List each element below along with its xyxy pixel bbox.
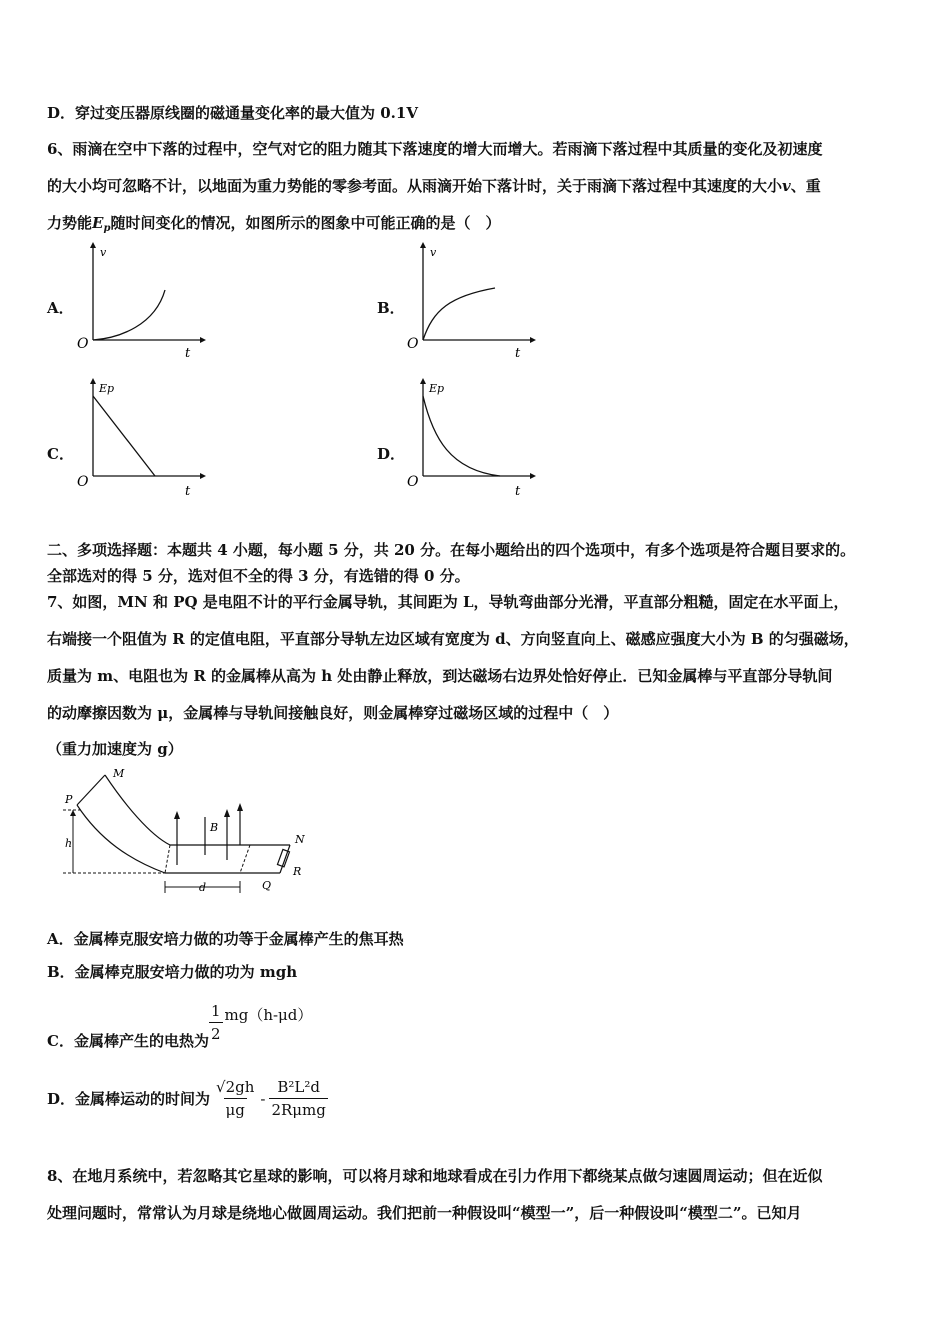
q6-option-d-label: D． — [377, 445, 406, 463]
q6-option-a-graph — [75, 240, 205, 360]
label-h: h — [65, 837, 73, 850]
origin-label: O — [77, 474, 89, 490]
frac-c-den: 2 — [209, 1022, 223, 1043]
axis-x-label: t — [185, 484, 191, 499]
curve-decaying — [423, 396, 500, 476]
axis-y-label: Ep — [429, 382, 445, 395]
q6-option-a-label: A． — [47, 299, 74, 317]
section2-line2: 全部选对的得 5 分，选对但不全的得 3 分，有选错的得 0 分。 — [47, 567, 470, 585]
frac-d2-den: 2Rμmg — [269, 1098, 327, 1119]
section2-line1: 二、多项选择题：本题共 4 小题，每小题 5 分，共 20 分。在每小题给出的四个选项中，有多个选项是符合题目要求的。 — [47, 541, 856, 559]
q8-line1: 8、在地月系统中，若忽略其它星球的影响，可以将月球和地球看成在引力作用下都绕某点做匀速圆周运动；但在近似 — [47, 1167, 823, 1185]
label-n: N — [295, 833, 305, 846]
q7-line2: 右端接一个阻值为 R 的定值电阻，平直部分导轨左边区域有宽度为 d、方向竖直向上、磁感应强度大小为 B 的匀强磁场， — [47, 630, 859, 648]
frac-d2-num: B²L²d — [277, 1078, 320, 1096]
curve-saturating — [423, 288, 495, 340]
frac-d1-num: √2gh — [216, 1078, 255, 1096]
origin-label: O — [407, 474, 419, 490]
origin-label: O — [77, 336, 89, 352]
frac-d1-den: μg — [224, 1098, 247, 1119]
axis-x-label: t — [515, 346, 521, 361]
label-q: Q — [262, 879, 272, 892]
q7-line4: 的动摩擦因数为 μ，金属棒与导轨间接触良好，则金属棒穿过磁场区域的过程中（ ） — [47, 704, 619, 722]
expr-c: mg（h-μd） — [224, 1006, 313, 1024]
frac-c-num: 1 — [210, 1002, 221, 1020]
axis-x-label: t — [515, 484, 521, 499]
q7-option-c: C．金属棒产生的电热为 $\frac{1}{2}$ mg（h-μd） — [47, 1002, 313, 1050]
label-m: M — [113, 767, 125, 780]
q7-line1: 7、如图，MN 和 PQ 是电阻不计的平行金属导轨，其间距为 L，导轨弯曲部分光滑，平直部分粗糙，固定在水平面上， — [47, 593, 849, 611]
axis-x-label: t — [185, 346, 191, 361]
q6-option-d-graph — [405, 378, 535, 498]
label-p: P — [65, 793, 73, 806]
q7-option-a: A．金属棒克服安培力做的功等于金属棒产生的焦耳热 — [47, 930, 404, 948]
q6-option-c-graph — [75, 378, 205, 498]
q5-option-d: D．穿过变压器原线圈的磁通量变化率的最大值为 0.1V — [47, 104, 418, 122]
q7-line5: （重力加速度为 g） — [47, 740, 183, 758]
origin-label: O — [407, 336, 419, 352]
axis-y-label: Ep — [99, 382, 115, 395]
q6-stem-line2: 的大小均可忽略不计，以地面为重力势能的零参考面。从雨滴开始下落计时，关于雨滴下落过程中其速度的大小v、重 — [47, 177, 821, 195]
q8-line2: 处理问题时，常常认为月球是绕地心做圆周运动。我们把前一种假设叫“模型一”，后一种假设叫“模型二”。已知月 — [47, 1204, 802, 1222]
q7-option-b: B．金属棒克服安培力做的功为 mgh — [47, 963, 298, 981]
rail-pq — [77, 805, 235, 873]
q7-option-d: D．金属棒运动的时间为 $\frac{√2gh}{\mu g}$ - $\frac{\text{B²L²d}}{\text{2Rμmg}}$ — [47, 1078, 326, 1119]
q6-option-b-graph — [405, 240, 535, 360]
line-decreasing — [93, 396, 155, 476]
axis-y-label: v — [430, 246, 437, 259]
q6-stem-line3: 力势能$E_p$随时间变化的情况，如图所示的图象中可能正确的是（ ） — [47, 214, 501, 234]
q7-rail-figure — [55, 765, 315, 895]
label-r: R — [293, 865, 302, 878]
curve-accelerating — [93, 290, 165, 340]
q6-option-c-label: C． — [47, 445, 74, 463]
label-b: B — [210, 821, 219, 834]
q6-option-b-label: B． — [377, 299, 405, 317]
q6-stem-line1: 6、雨滴在空中下落的过程中，空气对它的阻力随其下落速度的增大而增大。若雨滴下落过程中其质量的变化及初速度 — [47, 140, 823, 158]
label-d: d — [199, 881, 207, 894]
rail-mn — [105, 775, 290, 845]
axis-y-label: v — [100, 246, 107, 259]
q7-line3: 质量为 m、电阻也为 R 的金属棒从高为 h 处由静止释放，到达磁场右边界处恰好停止．已知金属棒与平直部分导轨间 — [47, 667, 833, 685]
